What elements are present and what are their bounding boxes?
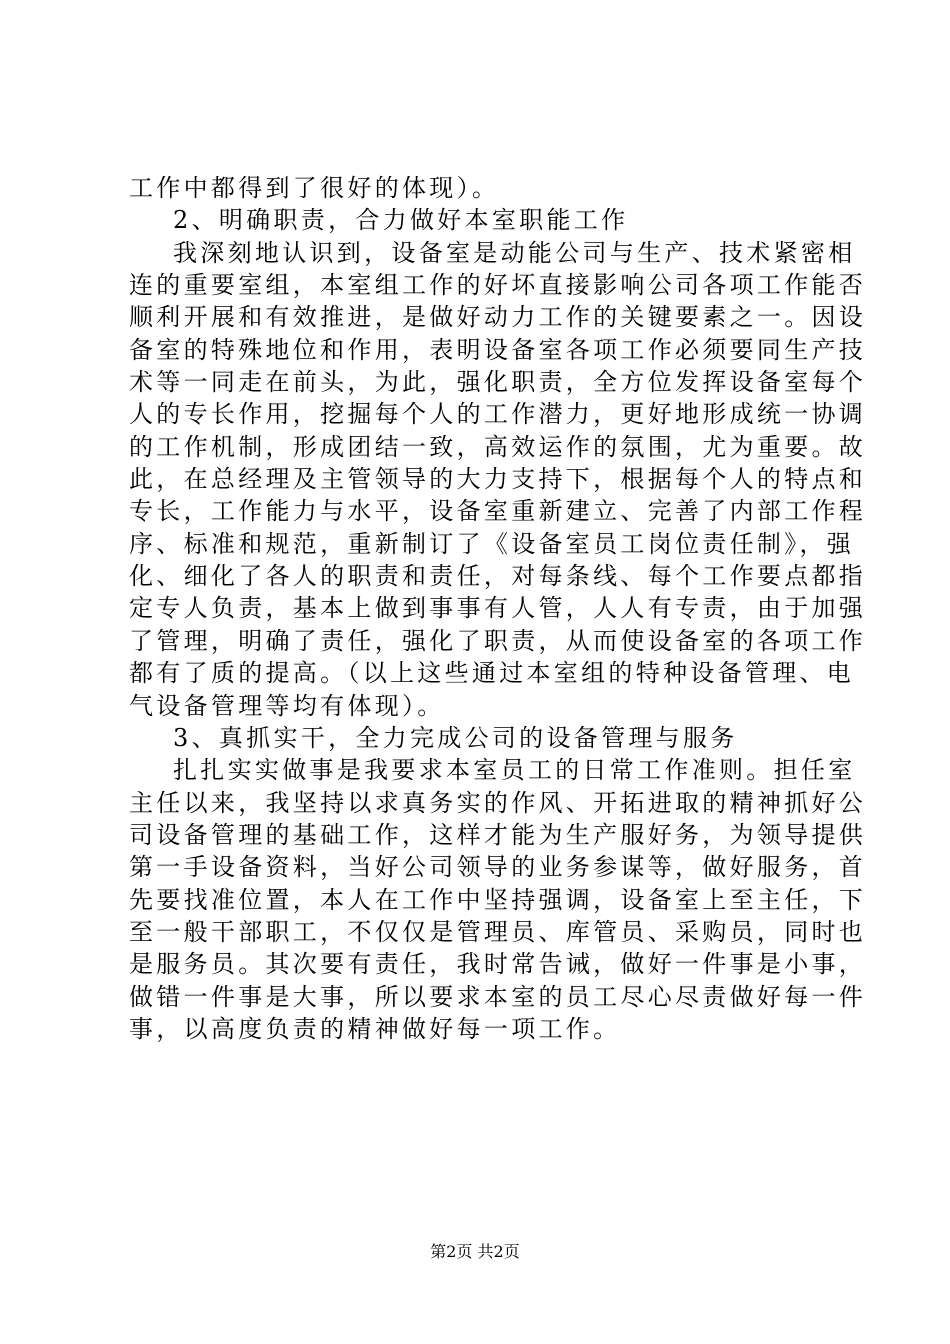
- text-line: 气设备管理等均有体现）。: [129, 691, 445, 720]
- text-line: 都有了质的提高。（以上这些通过本室组的特种设备管理、电: [129, 659, 855, 688]
- section-heading: 3、真抓实干，全力完成公司的设备管理与服务: [173, 723, 738, 752]
- document-body: [129, 172, 867, 1045]
- section-heading: 2、明确职责，合力做好本室职能工作: [173, 206, 629, 235]
- text-line: 序、标准和规范，重新制订了《设备室员工岗位责任制》，强: [129, 529, 855, 558]
- text-line: 工作中都得到了很好的体现）。: [129, 174, 500, 202]
- page-footer: 第2页 共2页: [430, 1242, 520, 1261]
- text-line: 司设备管理的基础工作，这样才能为生产服好务，为领导提供: [129, 820, 867, 849]
- text-line: 我深刻地认识到，设备室是动能公司与生产、技术紧密相: [173, 238, 856, 267]
- text-line: 术等一同走在前头，为此，强化职责，全方位发挥设备室每个: [129, 368, 867, 397]
- text-line: 事，以高度负责的精神做好每一项工作。: [129, 1014, 621, 1043]
- text-line: 连的重要室组，本室组工作的好坏直接影响公司各项工作能否: [129, 271, 867, 300]
- text-line: 专长，工作能力与水平，设备室重新建立、完善了内部工作程: [129, 497, 867, 526]
- text-line: 定专人负责，基本上做到事事有人管，人人有专责，由于加强: [129, 594, 867, 623]
- text-line: 的工作机制，形成团结一致，高效运作的氛围，尤为重要。故: [129, 432, 867, 461]
- text-line: 顺利开展和有效推进，是做好动力工作的关键要素之一。因设: [129, 303, 867, 332]
- text-line: 做错一件事是大事，所以要求本室的员工尽心尽责做好每一件: [129, 982, 867, 1011]
- text-line: 此，在总经理及主管领导的大力支持下，根据每个人的特点和: [129, 465, 867, 494]
- text-line: 扎扎实实做事是我要求本室员工的日常工作准则。担任室: [173, 756, 856, 785]
- text-line: 主任以来，我坚持以求真务实的作风、开拓进取的精神抓好公: [129, 788, 867, 817]
- text-line: 是服务员。其次要有责任，我时常告诫，做好一件事是小事，: [129, 950, 867, 979]
- text-line: 了管理，明确了责任，强化了职责，从而使设备室的各项工作: [129, 626, 867, 655]
- text-line: 先要找准位置，本人在工作中坚持强调，设备室上至主任，下: [129, 885, 867, 914]
- text-line: 至一般干部职工，不仅仅是管理员、库管员、采购员，同时也: [129, 917, 867, 946]
- text-line: 化、细化了各人的职责和责任，对每条线、每个工作要点都指: [129, 562, 867, 591]
- text-line: 人的专长作用，挖掘每个人的工作潜力，更好地形成统一协调: [129, 400, 867, 429]
- text-line: 第一手设备资料，当好公司领导的业务参谋等，做好服务，首: [129, 853, 867, 882]
- text-line: 备室的特殊地位和作用，表明设备室各项工作必须要同生产技: [129, 335, 867, 364]
